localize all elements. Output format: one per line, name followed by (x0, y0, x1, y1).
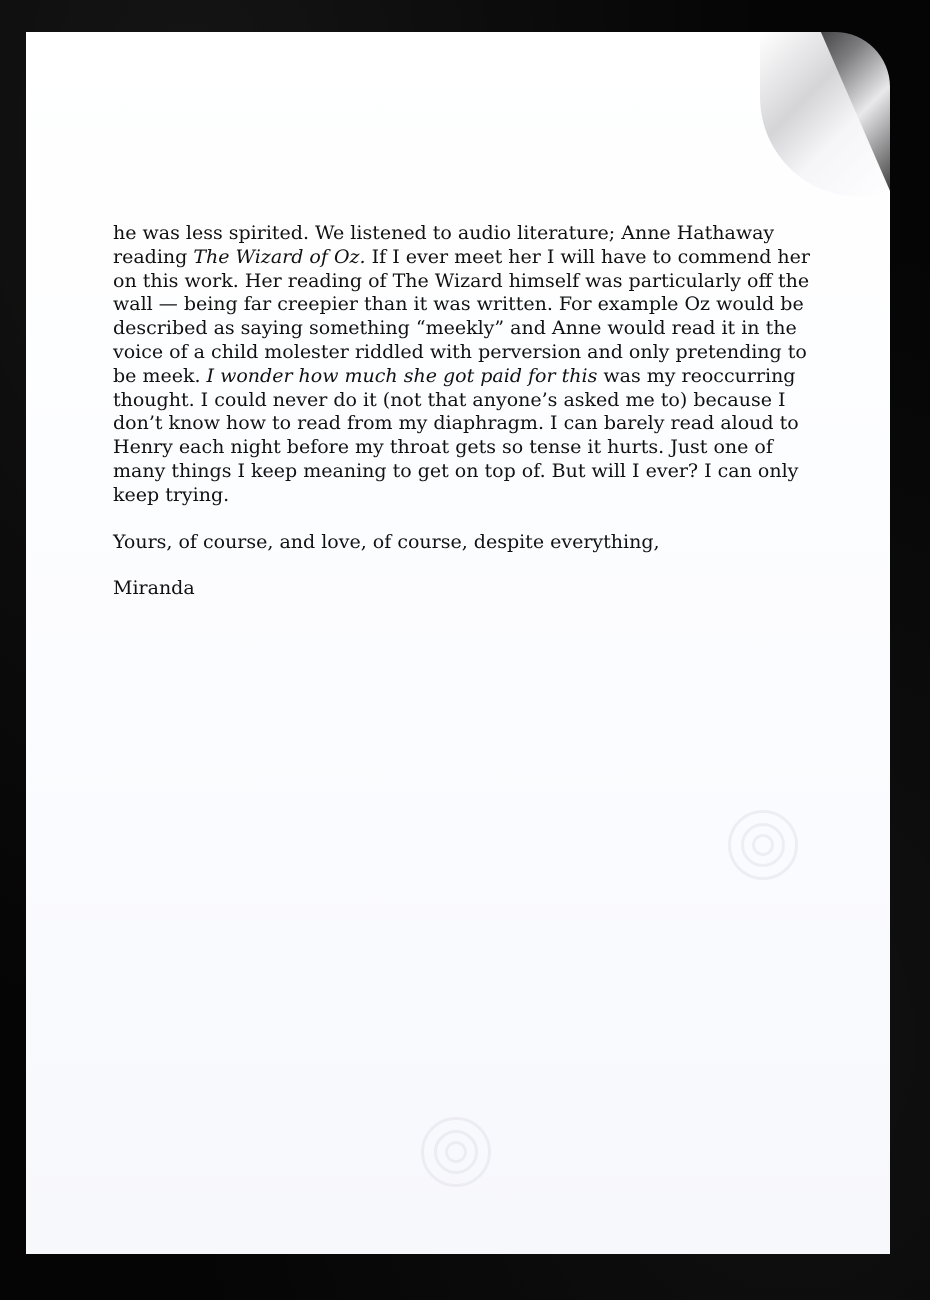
swirl-watermark-icon (728, 810, 798, 880)
letter-page (26, 32, 890, 1254)
letter-body-end: was my reoccurring thought. I could never do it (not that anyone’s asked me to) because I don’t know how to read from my diaphragm. I can barely read aloud to Henry each night before my throat gets so tense it hurts. Just one of many things I keep meaning to get on top of. But will I ever? I can only keep trying. (113, 364, 799, 506)
italic-thought: I wonder how much she got paid for this (206, 364, 598, 387)
letter-closing: Yours, of course, and love, of course, despite everything, (113, 530, 660, 553)
letter-text (113, 222, 818, 601)
book-title: The Wizard of Oz. (193, 245, 366, 268)
swirl-watermark-icon (421, 1117, 491, 1187)
letter-body-intro: he was less spirited. We listened to audio literature; Anne Hathaway reading (113, 222, 775, 268)
letter-body-paragraph (113, 222, 818, 508)
signature: Miranda (113, 577, 195, 600)
letter-body-middle: If I ever meet her I will have to commend her on this work. Her reading of The Wizard himself was particularly off the wall — being far creepier than it was written. For example Oz would be described as saying something “meekly” and Anne would read it in the voice of a child molester riddled with perversion and only pretending to be meek. (113, 245, 810, 387)
